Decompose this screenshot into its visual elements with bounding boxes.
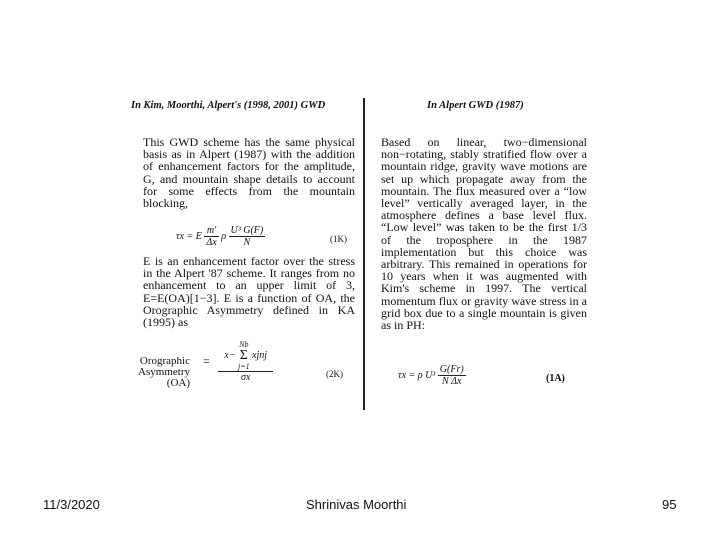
eq1-lhs: τx = E	[176, 230, 202, 242]
eq3-den: N Δx	[442, 376, 462, 387]
equation-2k	[203, 340, 273, 383]
equation-1k-label: (1K)	[330, 234, 347, 244]
eq2-sum-symbol: Σ	[239, 348, 248, 363]
eq3-num: G(Fr)	[439, 364, 464, 375]
eq2-sum-top: Nb	[239, 340, 249, 349]
footer-date: 11/3/2020	[43, 497, 100, 512]
column-divider	[363, 98, 365, 410]
equation-1a-label: (1A)	[546, 373, 565, 384]
eq2-numerator	[218, 340, 273, 372]
left-paragraph-1: This GWD scheme has the same physical basis as in Alpert (1987) with the addition of enhancement factors for the amplitude, G, and mountain shape details to account for some effects from the mountain blocking,	[143, 135, 355, 211]
eq2-num-prefix: x−	[224, 350, 236, 361]
equation-1a	[398, 364, 466, 387]
eq2-sum-bottom: j=1	[237, 362, 250, 371]
eq1-fraction-2	[229, 225, 266, 248]
left-paragraph-2: E is an enhancement factor over the stress in the Alpert '87 scheme. It ranges from no enhancement to an upper limit of 3, E=E(OA)[1−3]. E is a function of OA, the Orographic Asymmetry defined in KA (1995) as	[143, 254, 355, 330]
eq1-fraction-1	[204, 225, 218, 248]
eq1-frac2-den: N	[243, 237, 251, 248]
footer-page-number: 95	[662, 497, 677, 512]
footer-author: Shrinivas Moorthi	[306, 497, 407, 512]
equation-1k	[176, 225, 265, 248]
eq2-fraction	[218, 340, 273, 383]
eq2-sum-term: xjnj	[252, 350, 268, 361]
eq3-lhs: τx = ρ U³	[398, 370, 436, 381]
eq1-frac2-num: U³ G(F)	[230, 225, 264, 236]
orographic-asymmetry-label: Orographic Asymmetry (OA)	[138, 355, 190, 389]
eq1-rho: ρ	[221, 230, 226, 242]
eq2-denominator: σx	[241, 372, 251, 383]
eq2-equals: =	[203, 354, 210, 368]
eq2-summation	[238, 340, 250, 371]
right-column-title: In Alpert GWD (1987)	[427, 100, 524, 111]
right-paragraph-1: Based on linear, two−dimensional non−rotating, stably stratified flow over a mountain ridge, gravity wave motions are set up which propagate away from the mountain. The flux measured over a “low level” vertically averaged layer, in the atmosphere defines a base level flux. “Low level” was taken to be the first 1/3 of the troposphere in the 1987 implementation but this choice was arbitrary. This remained in operations for 10 years when it was augmented with Kim's scheme in 1997. The vertical momentum flux or gravity wave stress in a grid box due to a single mountain is given as in PH:	[381, 135, 587, 333]
eq1-frac1-den: Δx	[206, 237, 217, 248]
equation-2k-label: (2K)	[326, 369, 343, 379]
left-column-title: In Kim, Moorthi, Alpert's (1998, 2001) GWD	[131, 100, 326, 111]
eq1-frac1-num: m'	[204, 225, 218, 237]
eq3-fraction	[438, 364, 466, 387]
